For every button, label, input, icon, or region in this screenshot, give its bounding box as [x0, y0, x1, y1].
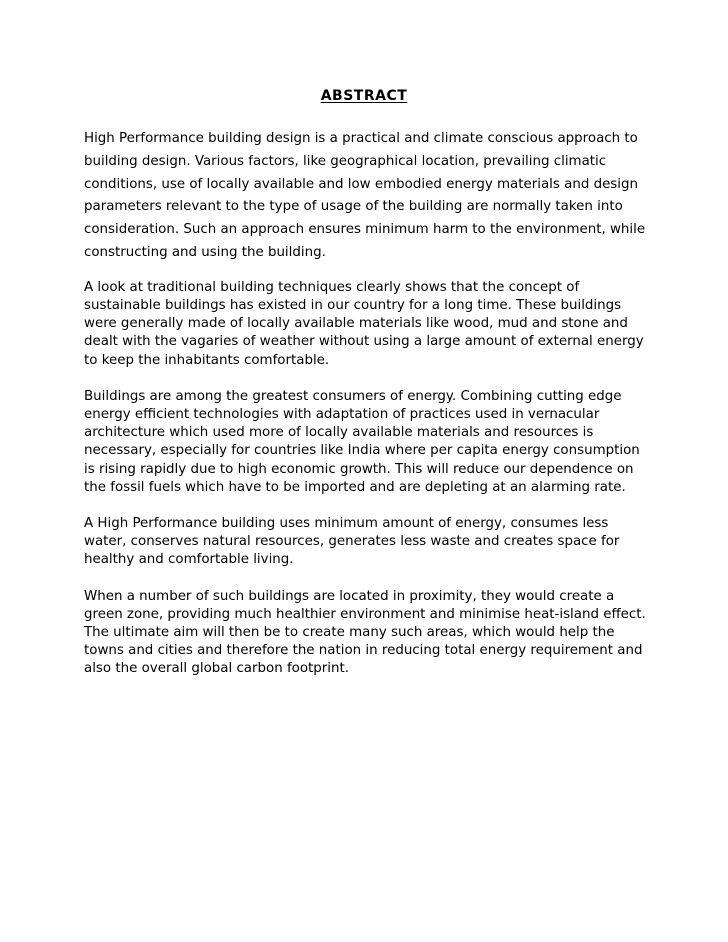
paragraph-3: Buildings are among the greatest consumers of energy. Combining cutting edge energy efficient technologies with adaptation of practices used in vernacular architecture which used more of locally available materials and resources is necessary, especially for countries like India where per capita energy consumption is rising rapidly due to high economic growth. This will reduce our dependence on the fossil fuels which have to be imported and are depleting at an alarming rate.: [84, 388, 640, 495]
paragraph-2: A look at traditional building techniques clearly shows that the concept of sustainable buildings has existed in our country for a long time. These buildings were generally made of locally available materials like wood, mud and stone and dealt with the vagaries of weather without using a large amount of external energy to keep the inhabitants comfortable.: [84, 279, 644, 368]
paragraph-5: When a number of such buildings are located in proximity, they would create a green zone, providing much healthier environment and minimise heat-island effect. The ultimate aim will then be to create many such areas, which would help the towns and cities and therefore the nation in reducing total energy requirement and also the overall global carbon footprint.: [84, 588, 646, 677]
abstract-heading-text: ABSTRACT: [320, 88, 408, 104]
paragraph-1: High Performance building design is a practical and climate conscious approach to building design. Various factors, like geographical location, prevailing climatic conditions, use of locally available and low embodied energy materials and design parameters relevant to the type of usage of the building are normally taken into consideration. Such an approach ensures minimum harm to the environment, while constructing and using the building.: [84, 131, 646, 260]
paragraph-4: A High Performance building uses minimum amount of energy, consumes less water, conserves natural resources, generates less waste and creates space for healthy and comfortable living.: [84, 516, 620, 568]
abstract-heading: [0, 86, 728, 106]
abstract-body: [84, 128, 646, 679]
